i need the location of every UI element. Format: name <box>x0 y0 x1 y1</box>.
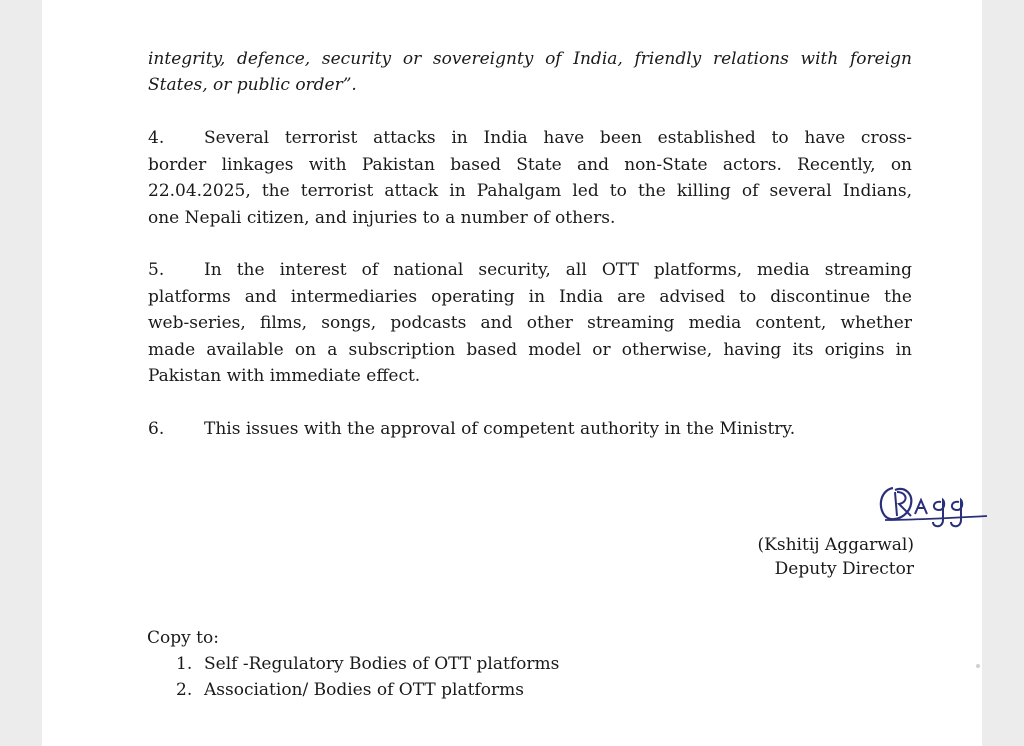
signatory-name: (Kshitij Aggarwal) <box>757 535 914 555</box>
copy-to-item-number: 2. <box>176 680 193 700</box>
copy-to-heading: Copy to: <box>147 628 219 648</box>
para3-line2: States, or public order”. <box>148 75 357 95</box>
copy-to-item <box>176 653 559 675</box>
para4-line1-text: Several terrorist attacks in India have been established to have cross- <box>204 128 912 148</box>
copy-to-item-text: Association/ Bodies of OTT platforms <box>204 680 524 700</box>
page-dot <box>976 664 980 668</box>
copy-to-item-number: 1. <box>176 654 193 674</box>
copy-to-item-text: Self -Regulatory Bodies of OTT platforms <box>204 654 560 674</box>
para5-line3: web-series, films, songs, podcasts and other streaming media content, whether <box>148 313 912 333</box>
para6-number: 6. <box>148 419 165 439</box>
para5-line2: platforms and intermediaries operating in India are advised to discontinue the <box>148 287 912 307</box>
para5-number: 5. <box>148 260 165 280</box>
copy-to-item <box>176 679 524 701</box>
para4-line4: one Nepali citizen, and injuries to a number of others. <box>148 208 616 228</box>
signature-image <box>871 476 991 532</box>
para4-line1 <box>148 127 912 149</box>
para5-line4: made available on a subscription based model or otherwise, having its origins in <box>148 340 912 360</box>
para6-line <box>148 418 795 440</box>
para5-line1-text: In the interest of national security, all OTT platforms, media streaming <box>204 260 912 280</box>
para5-line1 <box>148 259 912 281</box>
para4-number: 4. <box>148 128 165 148</box>
para6-text: This issues with the approval of competent authority in the Ministry. <box>204 419 796 439</box>
para4-line3: 22.04.2025, the terrorist attack in Pahalgam led to the killing of several Indians, <box>148 181 912 201</box>
document-page <box>42 0 982 746</box>
para3-line1: integrity, defence, security or sovereignty of India, friendly relations with foreign <box>148 49 912 69</box>
signatory-designation: Deputy Director <box>774 559 914 579</box>
para5-line5: Pakistan with immediate effect. <box>148 366 421 386</box>
para4-line2: border linkages with Pakistan based State and non-State actors. Recently, on <box>148 155 912 175</box>
